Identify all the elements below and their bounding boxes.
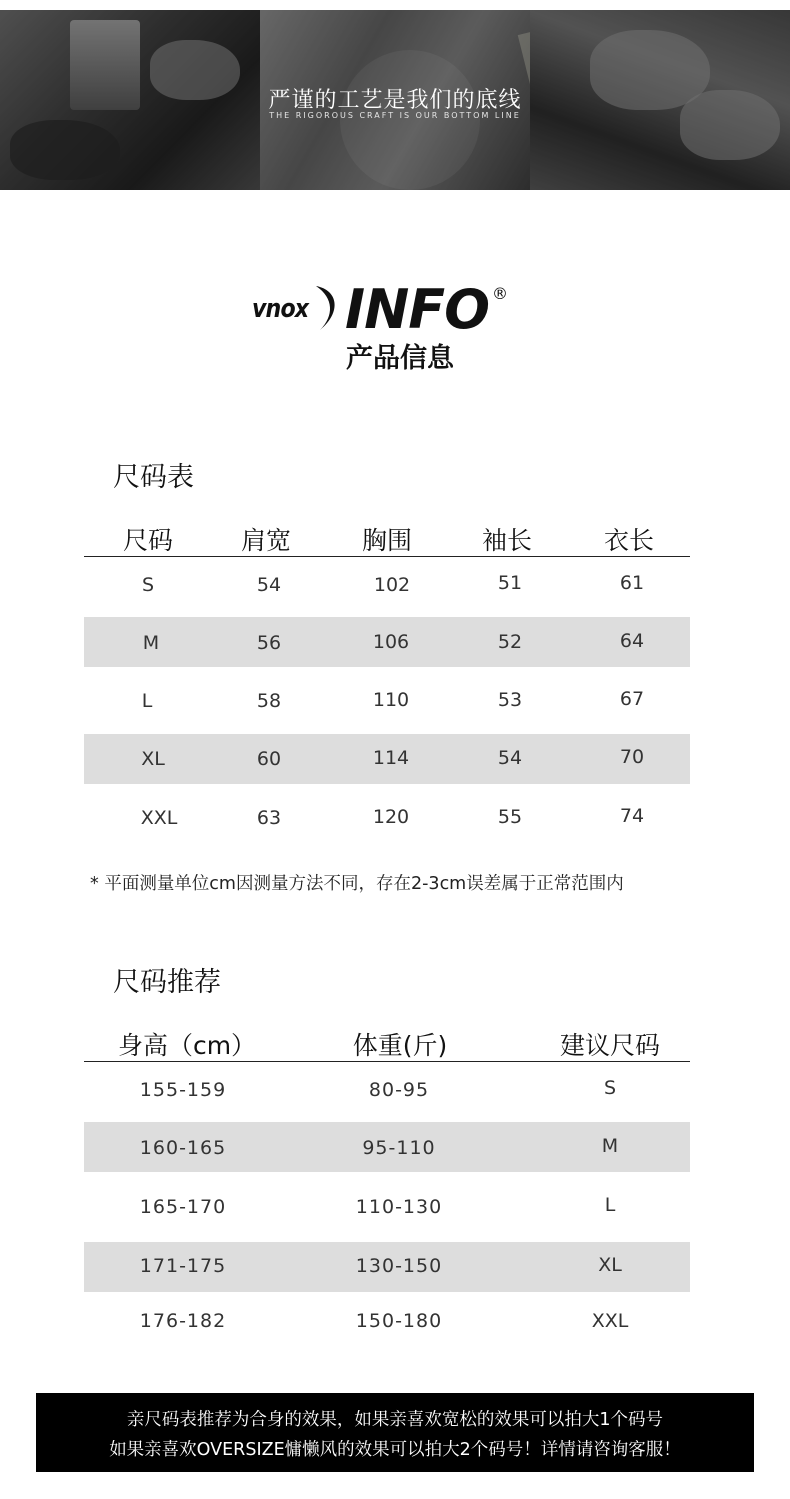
- cell-shoulder: 60: [256, 748, 282, 770]
- cell-chest: 114: [372, 747, 410, 769]
- table-row: [84, 1296, 690, 1346]
- table-row: [84, 1122, 690, 1172]
- brand-logo: [250, 280, 550, 340]
- cell-chest: 102: [373, 574, 411, 596]
- sizing-advice-box: [36, 1393, 754, 1472]
- logo-brand-text: vnox: [252, 294, 309, 324]
- cell-length: 64: [619, 630, 645, 652]
- cell-height: 171-175: [139, 1255, 227, 1277]
- cell-sleeve: 51: [497, 572, 523, 594]
- cell-shoulder: 54: [256, 574, 282, 596]
- cell-weight: 150-180: [355, 1310, 443, 1332]
- header-weight: 体重(斤): [352, 1031, 448, 1060]
- cell-weight: 110-130: [355, 1196, 443, 1218]
- cell-recommended-size: L: [604, 1194, 616, 1216]
- registered-mark: ®: [492, 284, 508, 303]
- cell-sleeve: 52: [497, 631, 523, 653]
- table-row: [84, 617, 690, 667]
- cell-weight: 95-110: [362, 1137, 436, 1159]
- size-chart-heading: 尺码表: [113, 462, 194, 493]
- cell-height: 176-182: [139, 1310, 227, 1332]
- logo-swoosh-icon: [312, 282, 346, 334]
- cell-size: XXL: [140, 807, 178, 829]
- cell-weight: 130-150: [355, 1255, 443, 1277]
- cell-chest: 106: [372, 631, 410, 653]
- cell-weight: 80-95: [368, 1079, 430, 1101]
- cell-height: 155-159: [139, 1079, 227, 1101]
- cell-sleeve: 55: [497, 806, 523, 828]
- cell-size: XL: [141, 748, 165, 770]
- size-recommend-heading: 尺码推荐: [113, 967, 221, 998]
- cell-size: M: [142, 632, 160, 654]
- header-sleeve: 袖长: [481, 526, 533, 555]
- header-recommended-size: 建议尺码: [559, 1031, 661, 1060]
- product-info-title: 产品信息: [346, 343, 454, 374]
- table-row: [84, 1065, 690, 1115]
- cell-sleeve: 54: [497, 747, 523, 769]
- cell-length: 74: [619, 805, 645, 827]
- size-recommend-table: [84, 1026, 690, 1346]
- cell-length: 61: [619, 572, 645, 594]
- header-shoulder: 肩宽: [240, 526, 292, 555]
- header-length: 衣长: [603, 526, 655, 555]
- cell-recommended-size: S: [603, 1077, 617, 1099]
- logo-info-text: INFO: [345, 278, 490, 341]
- cell-chest: 120: [372, 806, 410, 828]
- cell-shoulder: 58: [256, 690, 282, 712]
- table-header: [84, 521, 690, 557]
- cell-chest: 110: [372, 689, 410, 711]
- banner-subtitle: THE RIGOROUS CRAFT IS OUR BOTTOM LINE: [269, 111, 521, 120]
- header-chest: 胸围: [361, 526, 413, 555]
- cell-recommended-size: XL: [598, 1254, 622, 1276]
- cell-size: S: [141, 574, 155, 596]
- size-chart-table: [84, 521, 690, 841]
- measurement-note: * 平面测量单位cm因测量方法不同，存在2-3cm误差属于正常范围内: [90, 874, 624, 894]
- cell-height: 165-170: [139, 1196, 227, 1218]
- cell-shoulder: 56: [256, 632, 282, 654]
- cell-size: L: [141, 690, 153, 712]
- advice-line-1: 亲尺码表推荐为合身的效果，如果亲喜欢宽松的效果可以拍大1个码号: [126, 1410, 664, 1430]
- cell-length: 70: [619, 746, 645, 768]
- banner-top-border: [0, 0, 790, 10]
- cell-recommended-size: M: [601, 1135, 619, 1157]
- cell-sleeve: 53: [497, 689, 523, 711]
- cell-length: 67: [619, 688, 645, 710]
- table-row: [84, 1180, 690, 1230]
- table-row: [84, 734, 690, 784]
- cell-recommended-size: XXL: [591, 1310, 629, 1332]
- craft-banner: [0, 0, 790, 190]
- table-row: [84, 791, 690, 841]
- table-row: [84, 675, 690, 725]
- table-header: [84, 1026, 690, 1062]
- header-height: 身高（cm）: [117, 1031, 257, 1060]
- header-size: 尺码: [122, 526, 174, 555]
- banner-title: 严谨的工艺是我们的底线: [268, 88, 522, 113]
- advice-line-2: 如果亲喜欢OVERSIZE慵懒风的效果可以拍大2个码号！详情请咨询客服！: [109, 1440, 681, 1460]
- cell-height: 160-165: [139, 1137, 227, 1159]
- table-row: [84, 560, 690, 610]
- table-row: [84, 1242, 690, 1292]
- cell-shoulder: 63: [256, 807, 282, 829]
